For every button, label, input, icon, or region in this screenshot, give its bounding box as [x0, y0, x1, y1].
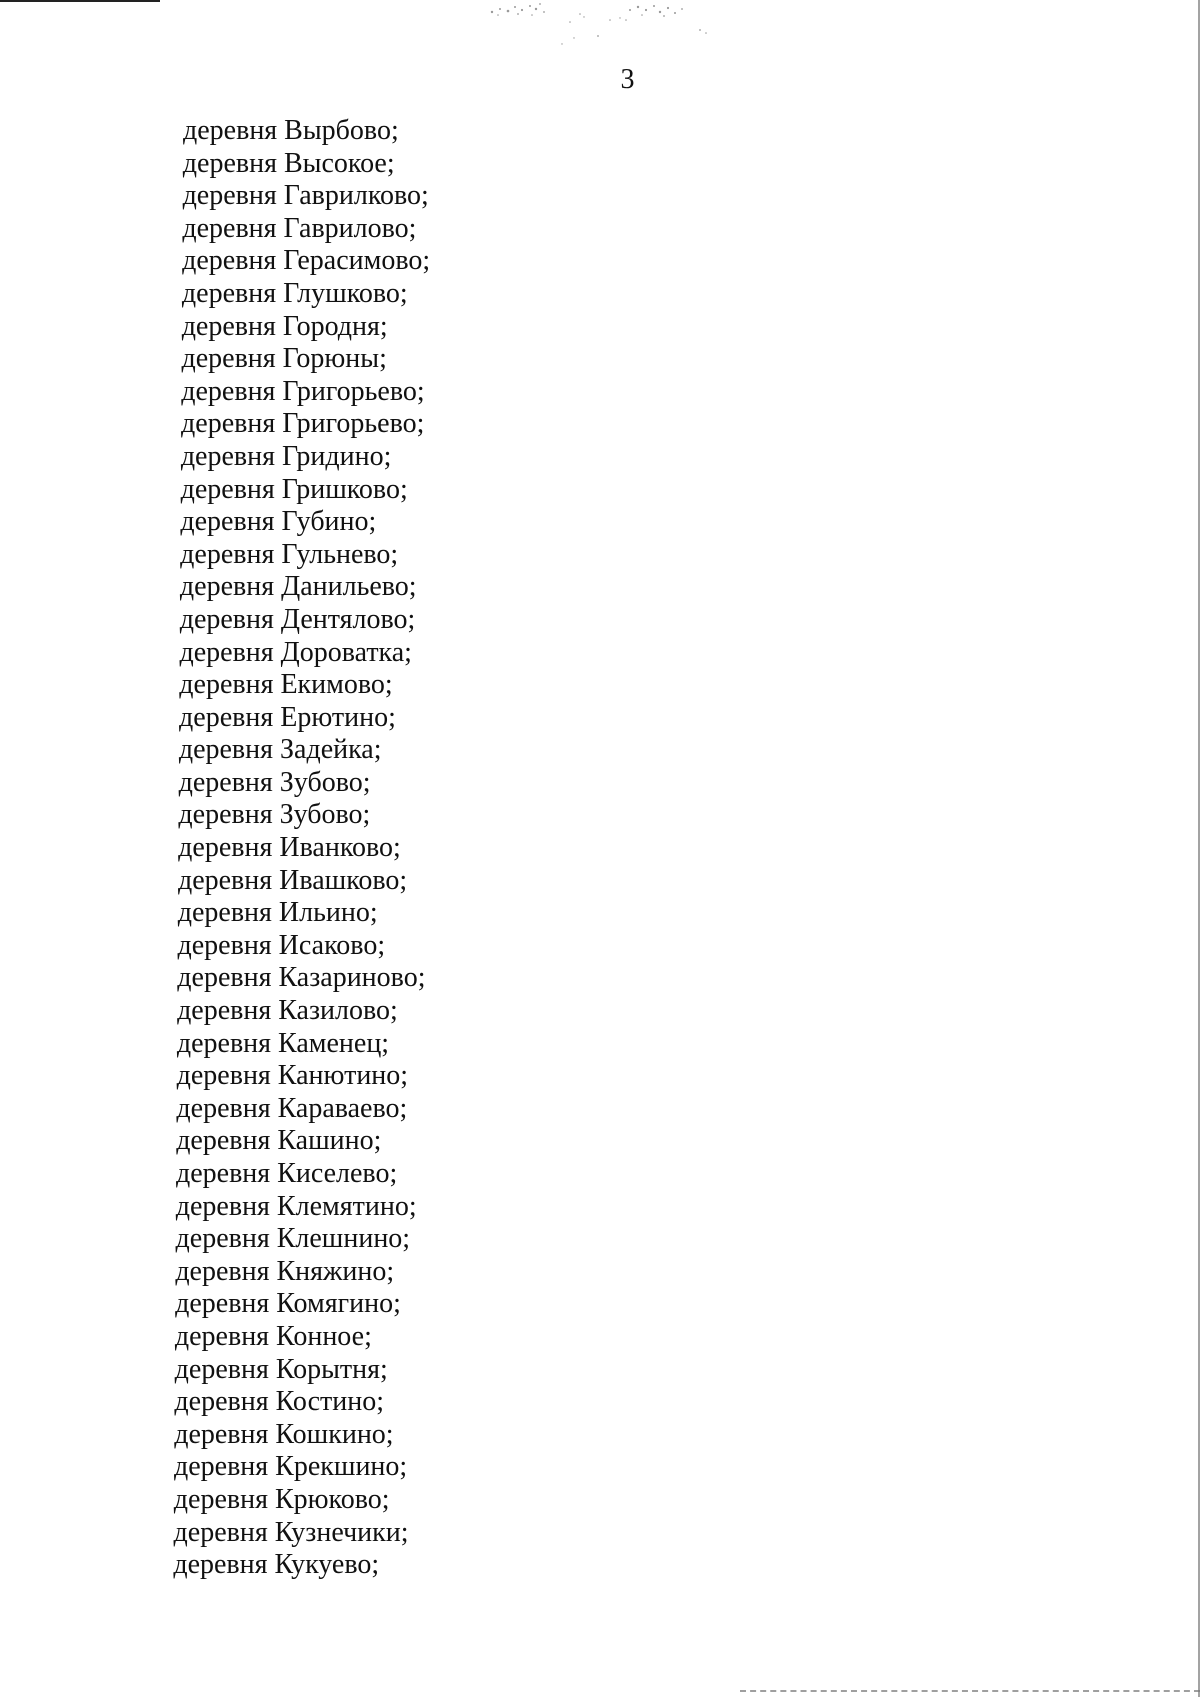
list-item: деревня Горюны; — [181, 343, 387, 375]
list-item: деревня Гаврилково; — [182, 180, 429, 212]
list-item: деревня Казилово; — [177, 995, 398, 1027]
list-item: деревня Костино; — [174, 1386, 384, 1418]
list-item: деревня Данильево; — [179, 571, 417, 603]
list-item: деревня Ильино; — [177, 897, 378, 929]
scan-border-line — [0, 0, 160, 2]
list-item: деревня Караваево; — [176, 1092, 408, 1124]
list-item: деревня Клешнино; — [175, 1223, 411, 1255]
list-item: деревня Киселево; — [175, 1158, 398, 1189]
list-item: деревня Герасимово; — [182, 245, 431, 277]
list-item: деревня Исаково; — [177, 929, 386, 961]
list-item: деревня Кузнечики; — [173, 1516, 409, 1548]
list-item: деревня Екимово; — [179, 669, 393, 701]
scan-bottom-dash — [740, 1690, 1200, 1692]
list-item: деревня Крюково; — [173, 1483, 390, 1515]
list-item: деревня Комягино; — [175, 1288, 401, 1320]
list-item: деревня Канютино; — [176, 1060, 409, 1092]
list-item: деревня Городня; — [181, 310, 388, 342]
list-item: деревня Григорьево; — [181, 375, 425, 407]
list-item: деревня Конное; — [174, 1320, 372, 1352]
list-item: деревня Клемятино; — [175, 1190, 417, 1222]
list-item: деревня Кукуево; — [173, 1549, 380, 1581]
list-item: деревня Казариново; — [177, 962, 426, 994]
list-item: деревня Кашино; — [176, 1125, 382, 1157]
list-item: деревня Гаврилово; — [182, 212, 417, 244]
list-item: деревня Зубово; — [178, 799, 371, 831]
list-item: деревня Глушково; — [181, 277, 408, 309]
list-item: деревня Губино; — [180, 506, 377, 538]
list-item: деревня Ерютино; — [179, 701, 396, 733]
list-item: деревня Гришково; — [180, 473, 408, 505]
list-item: деревня Гридино; — [180, 440, 392, 472]
list-item: деревня Иванково; — [178, 832, 401, 864]
list-item: деревня Ивашково; — [177, 864, 408, 896]
list-item: деревня Задейка; — [178, 734, 382, 766]
list-item: деревня Вырбово; — [183, 115, 399, 146]
page-number: 3 — [620, 64, 635, 95]
settlement-list — [173, 115, 431, 1582]
scan-noise — [470, 0, 770, 60]
list-item: деревня Дороватка; — [179, 636, 412, 668]
list-item: деревня Корытня; — [174, 1353, 388, 1385]
list-item: деревня Григорьево; — [181, 408, 425, 440]
list-item: деревня Крекшино; — [173, 1451, 408, 1483]
list-item: деревня Дентялово; — [179, 603, 416, 635]
list-item: деревня Зубово; — [178, 766, 371, 798]
list-item: деревня Княжино; — [175, 1255, 395, 1287]
list-item: деревня Гульнево; — [180, 538, 399, 570]
list-item: деревня Кошкино; — [174, 1418, 394, 1450]
list-item: деревня Высокое; — [182, 147, 395, 179]
list-item: деревня Каменец; — [176, 1027, 390, 1059]
